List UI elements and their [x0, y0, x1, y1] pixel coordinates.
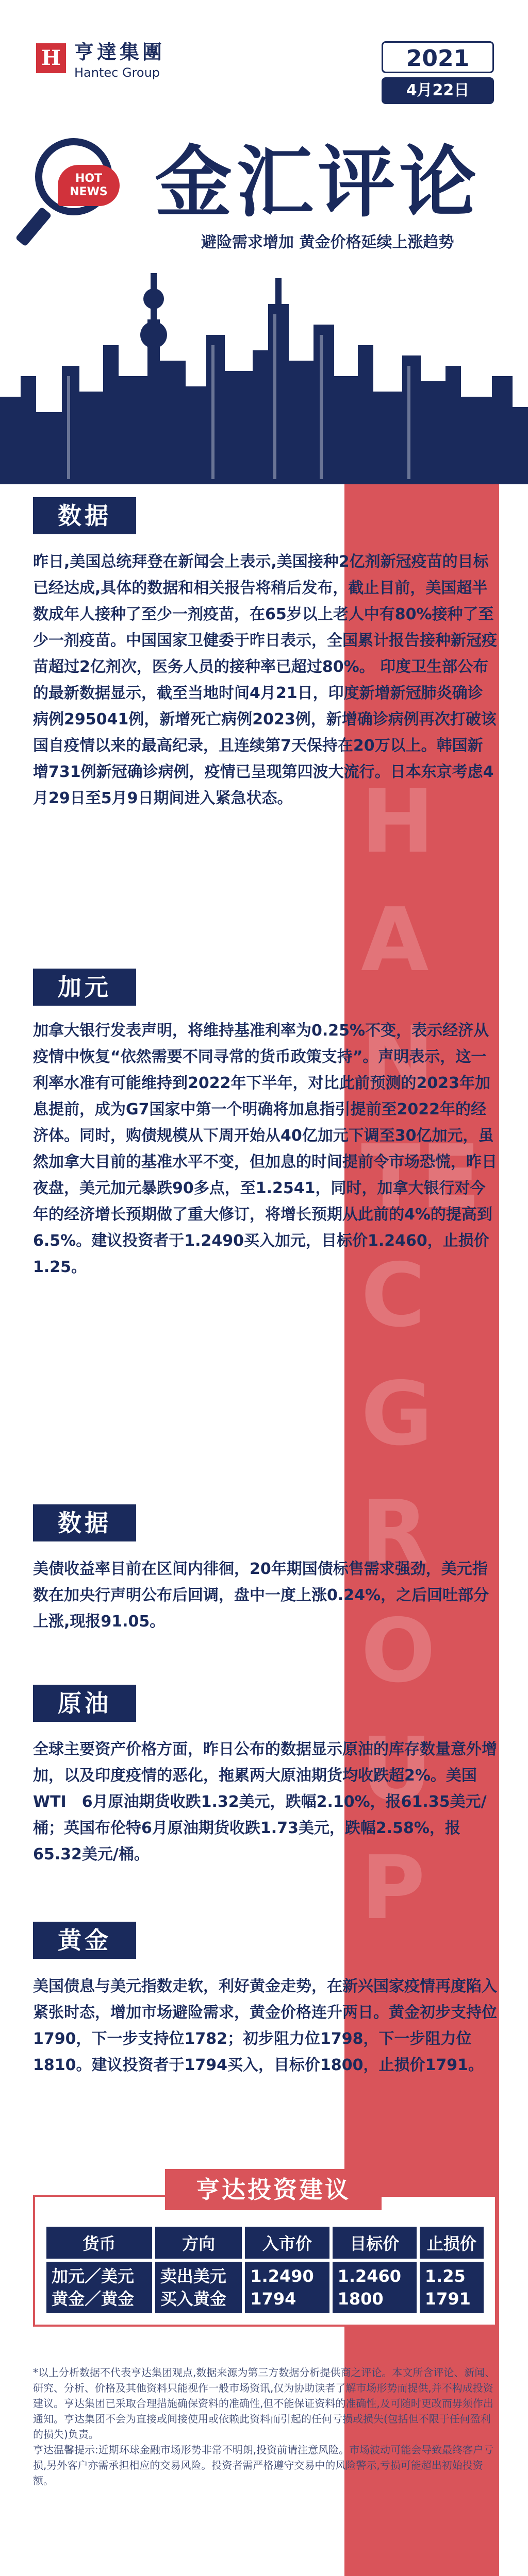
section-heading-gold: 黄金	[33, 1922, 136, 1959]
table-row	[46, 2262, 484, 2313]
advice-header-row	[46, 2227, 484, 2259]
company-logo	[36, 36, 165, 80]
page-subtitle: 避险需求增加 黄金价格延续上涨趋势	[201, 233, 454, 251]
section-text-data: 昨日,美国总统拜登在新闻会上表示,美国接种2亿剂新冠疫苗的目标已经达成,具体的数据和相关报告将稍后发布，截止目前，美国超半数成年人接种了至少一剂疫苗，在65岁以上老人中有80%接种了至少一剂疫苗。中国国家卫健委于昨日表示，全国累计报告接种新冠疫苗超过2亿剂次，医务人员的接种率已超过80%。 印度卫生部公布的最新数据显示，截至当地时间4月21日，印度新增新冠肺炎确诊病例295041例，新增死亡病例2023例，新增确诊病例再次打破该国自疫情以来的最高纪录，且连续第7天保持在20万以上。韩国新增731例新冠确诊病例，疫情已呈现第四波大流行。日本东京考虑4月29日至5月9日期间进入紧急状态。	[33, 553, 497, 807]
magnifier-handle-icon	[15, 207, 52, 247]
advice-cell-target: 1.2460 1800	[333, 2262, 417, 2313]
advice-cell-direction: 卖出美元 买入黄金	[155, 2262, 242, 2313]
advice-col-stop: 止损价	[420, 2227, 484, 2259]
date-year: 2021	[382, 41, 494, 73]
advice-table	[33, 2195, 497, 2327]
section-text-data-2: 美债收益率目前在区间内徘徊，20年期国债标售需求强劲，美元指数在加央行声明公布后回调，盘中一度上涨0.24%，之后回吐部分上涨,现报91.05。	[33, 1560, 489, 1631]
advice-cell-currency: 加元／美元 黄金／黄金	[46, 2262, 152, 2313]
section-text-oil: 全球主要资产价格方面，昨日公布的数据显示原油的库存数量意外增加，以及印度疫情的恶化，拖累两大原油期货均收跌超2%。美国WTI 6月原油期货收跌1.32美元，跌幅2.10%，报61.35美元/桶；英国布伦特6月原油期货收跌1.73美元，跌幅2.58%，报65.32美元/桶。	[33, 1740, 497, 1863]
logo-mark: H	[36, 43, 66, 73]
section-heading-data-2: 数据	[33, 1504, 136, 1541]
date-day: 4月22日	[382, 77, 494, 104]
advice-col-target: 目标价	[333, 2227, 417, 2259]
advice-col-entry: 入市价	[245, 2227, 329, 2259]
page-title: 金汇评论	[155, 138, 481, 228]
section-heading-data: 数据	[33, 497, 136, 534]
disclaimer-text: *以上分析数据不代表亨达集团观点,数据来源为第三方数据分析提供商之评论。本文所含评论、新闻、研究、分析、价格及其他资料只能视作一般市场资讯,仅为协助读者了解市场形势而提供,并不构成投资建议。亨达集团已采取合理措施确保资料的准确性,但不能保证资料的准确性,及可随时更改而毋须作出通知。亨达集团不会为直接或间接使用或依赖此资料而引起的任何亏损或损失(包括但不限于任何盈利的损失)负责。 亨达温馨提示:近期环球金融市场形势非常不明朗,投资前请注意风险。市场波动可能会导致最终客户亏损,另外客户亦需承担相应的交易风险。投资者需严格遵守交易中的风险警示,亏损可能超出初始投资额。	[33, 2366, 496, 2487]
date-box	[382, 41, 495, 104]
section-heading-cad: 加元	[33, 969, 136, 1006]
hot-news-badge: HOT NEWS	[58, 165, 120, 206]
band-watermark: HANTEC GROUP	[361, 771, 481, 1939]
section-text-gold: 美国债息与美元指数走软，利好黄金走势，在新兴国家疫情再度陷入紧张时态，增加市场避险需求，黄金价格连升两日。黄金初步支持位1790，下一步支持位1782；初步阻力位1798，下一步阻力位1810。建议投资者于1794买入，目标价1800，止损价1791。	[33, 1977, 497, 2074]
section-heading-oil: 原油	[33, 1685, 136, 1722]
advice-title: 亨达投资建议	[165, 2169, 382, 2210]
logo-cn: 亨達集團	[74, 40, 166, 63]
advice-col-direction: 方向	[155, 2227, 242, 2259]
section-text-cad: 加拿大银行发表声明，将维持基准利率为0.25%不变，表示经济从疫情中恢复“依然需要不同寻常的货币政策支持”。声明表示，这一利率水准有可能维持到2022年下半年，对比此前预测的2023年加息提前，成为G7国家中第一个明确将加息指引提前至2022年的经济体。同时，购债规模从下周开始从40亿加元下调至30亿加元，虽然加拿大目前的基准水平不变，但加息的时间提前令市场恐慌，昨日夜盘，美元加元暴跌90多点，至1.2541，同时，加拿大银行对今年的经济增长预期做了重大修订，将增长预期从此前的4%的提高到6.5%。建议投资者于1.2490买入加元，目标价1.2460，止损价1.25。	[33, 1022, 497, 1276]
advice-col-currency: 货币	[46, 2227, 152, 2259]
advice-cell-entry: 1.2490 1794	[245, 2262, 329, 2313]
logo-en: Hantec Group	[74, 65, 160, 80]
city-skyline-illustration	[0, 242, 528, 484]
advice-cell-stop: 1.25 1791	[420, 2262, 484, 2313]
